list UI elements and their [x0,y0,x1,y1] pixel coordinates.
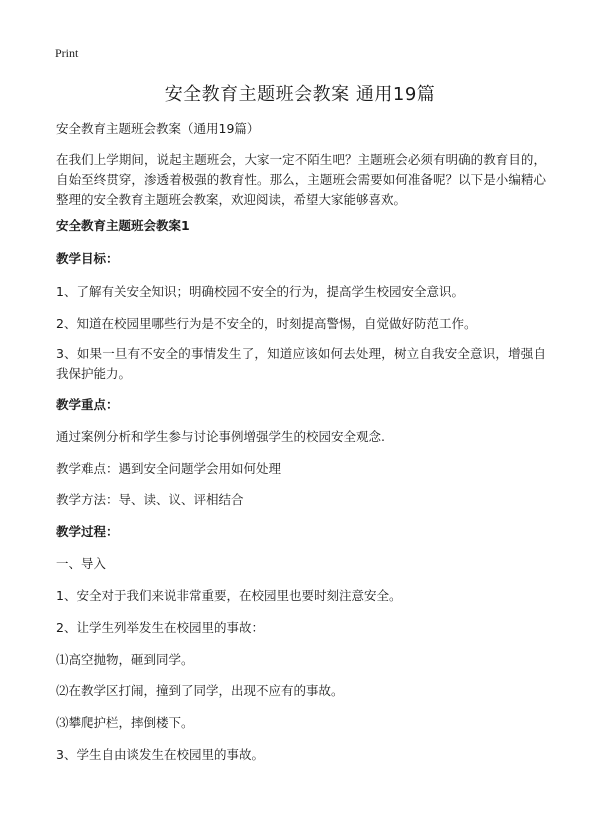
goals-heading: 教学目标： [56,251,119,266]
document-title: 安全教育主题班会教案 通用19篇 [164,84,436,105]
goal-item-2: 2、知道在校园里哪些行为是不安全的，时刻提高警惕，自觉做好防范工作。 [56,316,477,331]
key-points-heading: 教学重点： [56,397,119,412]
case-1: ⑴高空抛物，砸到同学。 [56,652,194,667]
process-heading: 教学过程： [56,524,119,539]
print-link[interactable]: Print [55,46,79,60]
goal-item-1: 1、了解有关安全知识；明确校园不安全的行为，提高学生校园安全意识。 [56,284,464,299]
step-1: 1、安全对于我们来说非常重要，在校园里也要时刻注意安全。 [56,588,402,603]
difficulty-text: 教学难点：遇到安全问题学会用如何处理 [56,461,282,476]
section-heading: 安全教育主题班会教案1 [56,218,190,233]
step-3: 3、学生自由谈发生在校园里的事故。 [56,747,264,762]
intro-paragraph: 在我们上学期间，说起主题班会，大家一定不陌生吧？主题班会必须有明确的教育目的，自始至终贯穿，渗透着极强的教育性。那么，主题班会需要如何准备呢？以下是小编精心整理的安全教育主题班会教案，欢迎阅读，希望大家能够喜欢。 [56,152,546,207]
part-1-heading: 一、导入 [56,556,107,571]
document-subtitle: 安全教育主题班会教案（通用19篇） [56,121,260,136]
key-points-text: 通过案例分析和学生参与讨论事例增强学生的校园安全观念. [56,429,385,444]
goal-item-3: 3、如果一旦有不安全的事情发生了，知道应该如何去处理，树立自我安全意识，增强自我保护能力。 [56,346,546,381]
case-3: ⑶攀爬护栏，摔倒楼下。 [56,715,194,730]
case-2: ⑵在教学区打闹，撞到了同学，出现不应有的事故。 [56,683,344,698]
step-2: 2、让学生列举发生在校园里的事故： [56,620,264,635]
methods-text: 教学方法：导、读、议、评相结合 [56,492,244,507]
